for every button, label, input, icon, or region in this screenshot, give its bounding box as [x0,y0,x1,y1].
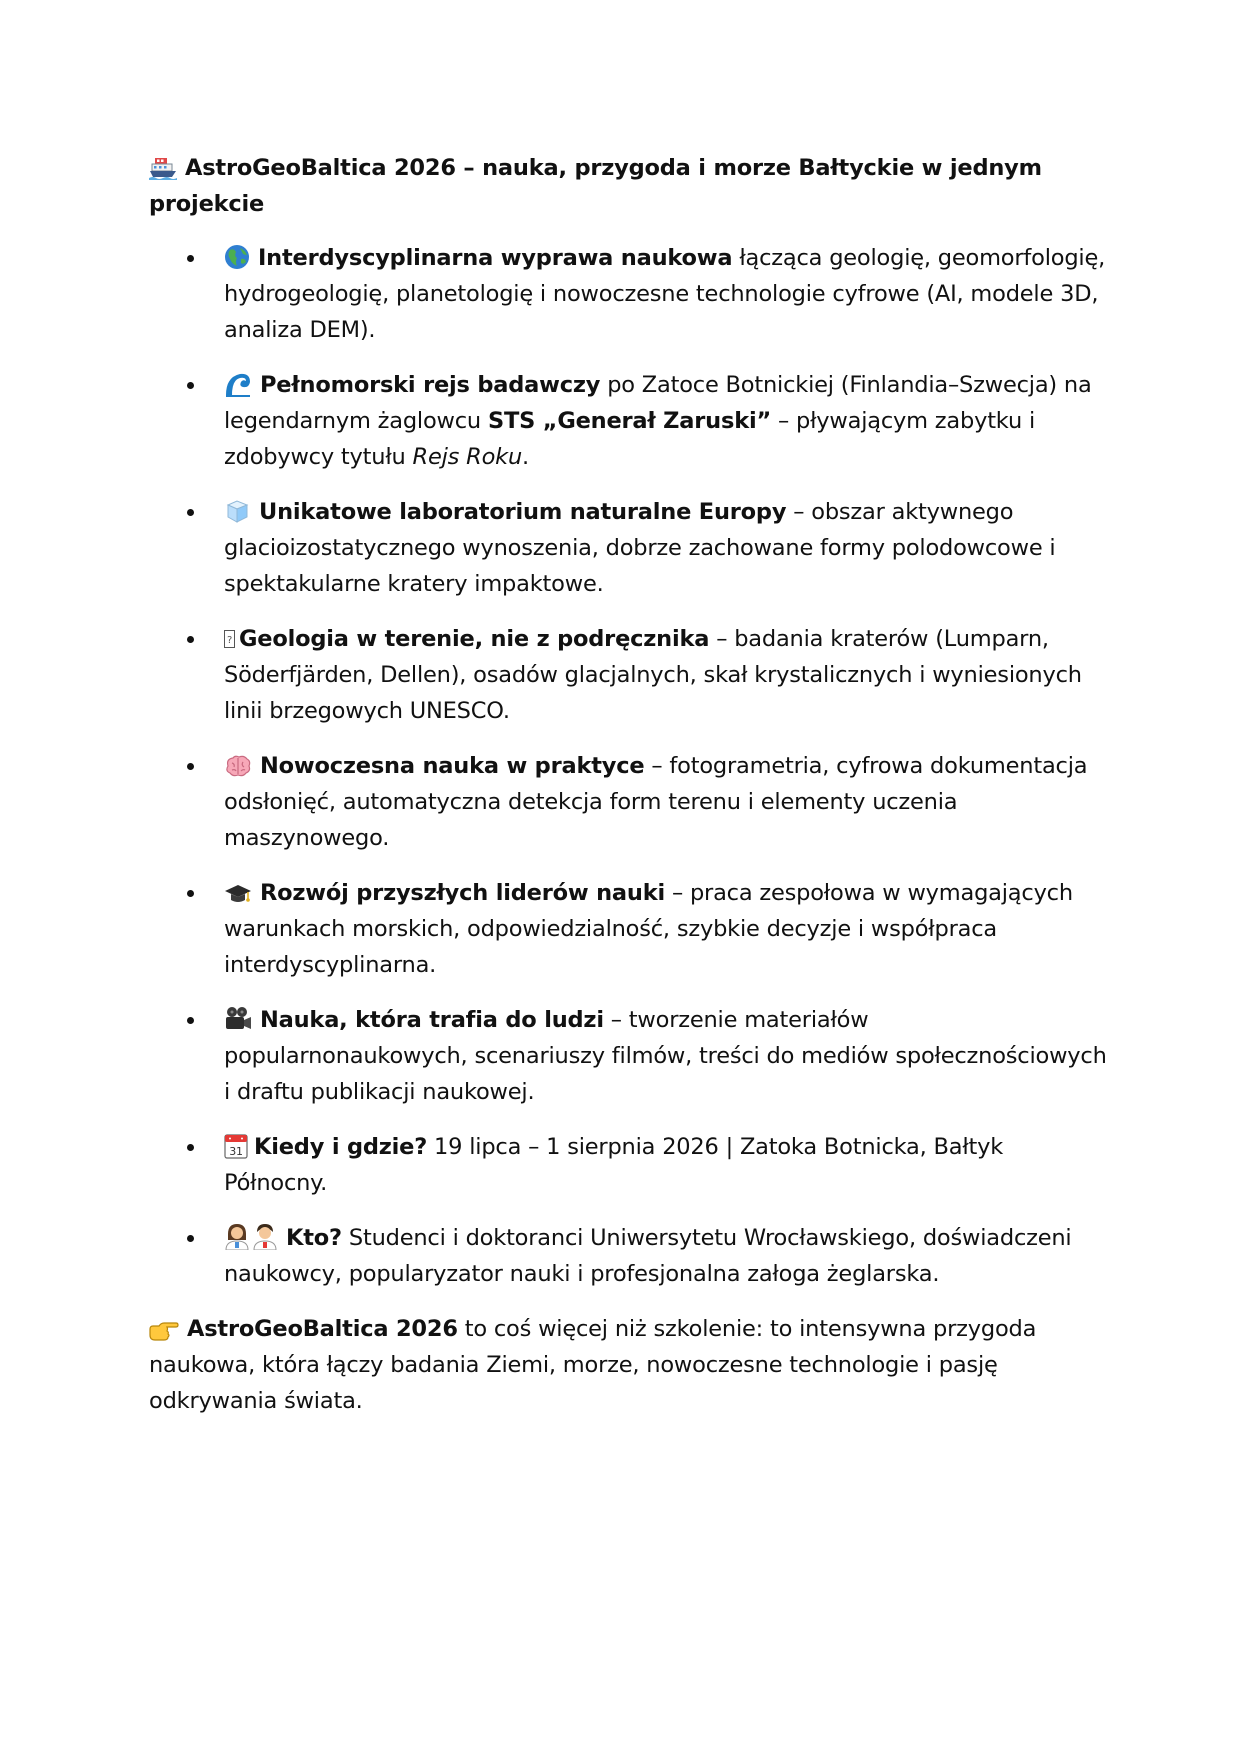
missing-glyph-icon [224,630,235,648]
item-text: – praca zespołowa w wymagających warunkach morskich, odpowiedzialność, szybkie decyzje i współpraca interdyscyplinarna. [224,880,1073,978]
item-title: Rozwój przyszłych liderów nauki [260,880,665,906]
closing-paragraph [149,1311,1109,1419]
item-title: Kto? [286,1225,342,1251]
feature-list [149,240,1109,1292]
item-title: Nowoczesna nauka w praktyce [260,753,645,779]
item-title: Nauka, która trafia do ludzi [260,1007,604,1033]
item-title: Unikatowe laboratorium naturalne Europy [259,499,787,525]
item-title: Geologia w terenie, nie z podręcznika [239,626,710,652]
list-item [149,875,1109,983]
item-text: po Zatoce Botnickiej (Finlandia–Szwecja) na legendarnym żaglowcu [224,372,1092,434]
item-title: Kiedy i gdzie? [254,1134,428,1160]
item-text: Studenci i doktoranci Uniwersytetu Wrocławskiego, doświadczeni naukowcy, popularyzator nauki i profesjonalna załoga żeglarska. [224,1225,1072,1287]
movie-camera-icon [224,1006,252,1032]
list-item [149,748,1109,856]
list-item [149,367,1109,475]
brain-icon [224,754,252,778]
list-item [149,1129,1109,1201]
pointing-hand-icon [149,1319,179,1341]
heading-title: AstroGeoBaltica 2026 – nauka, przygoda i morze Bałtyckie w jednym projekcie [149,155,1042,217]
wave-icon [224,371,252,397]
closing-text: to coś więcej niż szkolenie: to intensywna przygoda naukowa, która łączy badania Ziemi, morze, nowoczesne technologie i pasję odkrywania świata. [149,1316,1037,1414]
ship-name: STS „Generał Zaruski” [487,408,772,434]
item-text: – obszar aktywnego glacioizostatycznego wynoszenia, dobrze zachowane formy polodowcowe i spektakularne kratery impaktowe. [224,499,1056,597]
graduation-cap-icon [224,883,252,905]
item-text: – fotogrametria, cyfrowa dokumentacja odsłonięć, automatyczna detekcja form terenu i elementy uczenia maszynowego. [224,753,1088,851]
item-title: Interdyscyplinarna wyprawa naukowa [258,245,733,271]
list-item [149,240,1109,348]
item-text: łącząca geologię, geomorfologię, hydrogeologię, planetologię i nowoczesne technologie cyfrowe (AI, modele 3D, analiza DEM). [224,245,1106,343]
item-text: – badania kraterów (Lumparn, Söderfjärden, Dellen), osadów glacjalnych, skał krystalicznych i wyniesionych linii brzegowych UNESCO. [224,626,1082,724]
calendar-number: 31 [229,1145,243,1158]
item-text: – pływającym zabytku i zdobywcy tytułu [224,408,1036,470]
list-item [149,494,1109,602]
globe-icon [224,244,250,270]
closing-title: AstroGeoBaltica 2026 [187,1316,458,1342]
item-text: – tworzenie materiałów popularnonaukowych, scenariuszy filmów, treści do mediów społecznościowych i draftu publikacji naukowej. [224,1007,1107,1105]
document-heading [149,150,1109,222]
item-text: . [522,444,529,470]
scientists-icon [224,1222,280,1250]
award-title: Rejs Roku [412,444,523,470]
ship-icon [149,156,177,180]
missing-glyph-mark: ? [226,635,233,646]
list-item [149,1002,1109,1110]
list-item [149,621,1109,729]
calendar-icon [224,1133,248,1159]
ice-cube-icon [224,498,251,524]
item-text: 19 lipca – 1 sierpnia 2026 | Zatoka Botnicka, Bałtyk Północny. [224,1134,1004,1196]
list-item [149,1220,1109,1292]
item-title: Pełnomorski rejs badawczy [260,372,601,398]
document-body [149,150,1109,1442]
